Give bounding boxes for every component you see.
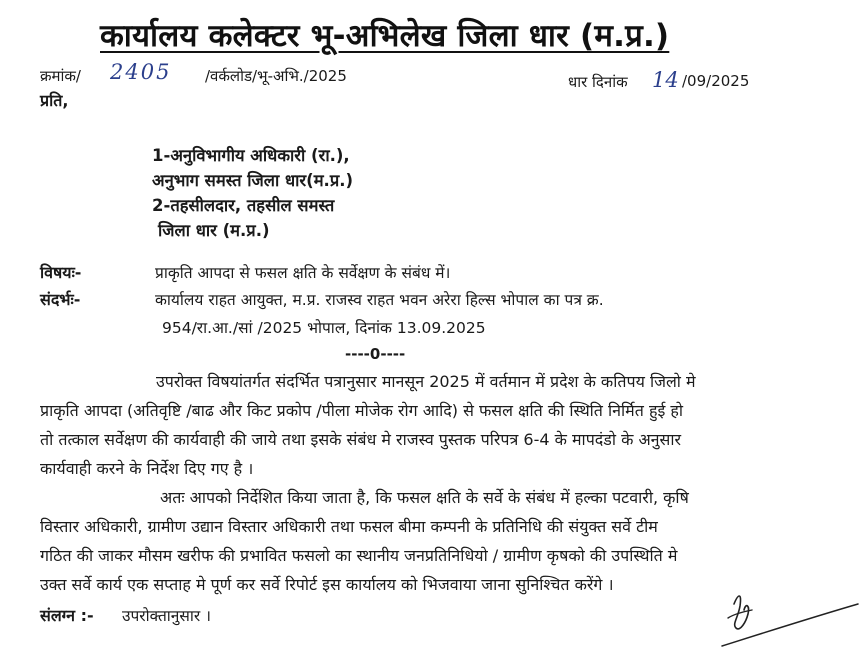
paragraph-line: उपरोक्त विषयांतर्गत संदर्भित पत्रानुसार मानसून 2025 में वर्तमान में प्रदेश के कतिपय जिलो मे	[156, 372, 696, 391]
kramank-suffix: /वर्कलोड/भू-अभि./2025	[205, 67, 347, 85]
date-label: धार दिनांक	[568, 73, 628, 91]
enclosure-label: संलग्न :-	[40, 606, 94, 625]
paragraph-line: विस्तार अधिकारी, ग्रामीण उद्यान विस्तार अधिकारी तथा फसल बीमा कम्पनी के प्रतिनिधि की संयुक्त सर्वे टीम	[40, 517, 658, 536]
enclosure-text: उपरोक्तानुसार ।	[122, 607, 212, 625]
reference-label: संदर्भः-	[40, 290, 81, 309]
subject-text: प्राकृति आपदा से फसल क्षति के सर्वेक्षण के संबंध में।	[155, 264, 451, 282]
subject-label: विषयः-	[40, 263, 82, 282]
addressee-line-1: 1-अनुविभागीय अधिकारी (रा.),	[152, 146, 350, 165]
kramank-number: 2405	[110, 60, 172, 84]
body-paragraph-1	[40, 367, 840, 483]
office-title: कार्यालय कलेक्टर भू-अभिलेख जिला धार (म.प्र.)	[100, 18, 670, 54]
addressee-line-2: अनुभाग समस्त जिला धार(म.प्र.)	[152, 171, 354, 190]
date-suffix: /09/2025	[682, 72, 750, 90]
paragraph-line: तो तत्काल सर्वेक्षण की कार्यवाही की जाये तथा इसके संबंध मे राजस्व पुस्तक परिपत्र 6-4 के मापदंडो के अनुसार	[40, 430, 682, 449]
paragraph-line: प्राकृति आपदा (अतिवृष्टि /बाढ और किट प्रकोप /पीला मोजेक रोग आदि) से फसल क्षति की स्थिति निर्मित हुई हो	[40, 401, 684, 420]
reference-line-2: 954/रा.आ./सां /2025 भोपाल, दिनांक 13.09.2025	[162, 319, 486, 337]
paragraph-line: अतः आपको निर्देशित किया जाता है, कि फसल क्षति के सर्वे के संबंध में हल्का पटवारी, कृषि	[160, 488, 689, 507]
addressee-line-3: 2-तहसीलदार, तहसील समस्त	[152, 196, 335, 215]
paragraph-line: कार्यवाही करने के निर्देश दिए गए है ।	[40, 459, 254, 478]
body-paragraph-2	[40, 483, 840, 599]
separator: ----0----	[345, 345, 406, 363]
paragraph-line: उक्त सर्वे कार्य एक सप्ताह मे पूर्ण कर सर्वे रिपोर्ट इस कार्यालय को भिजवाया जाना सुनिश्चित करेंगे ।	[40, 575, 614, 594]
date-day: 14	[652, 68, 679, 92]
prati-label: प्रति,	[40, 91, 69, 110]
paragraph-line: गठित की जाकर मौसम खरीफ की प्रभावित फसलो का स्थानीय जनप्रतिनिधियो / ग्रामीण कृषको की उपस्थिति मे	[40, 546, 678, 565]
signature	[720, 584, 860, 648]
reference-line-1: कार्यालय राहत आयुक्त, म.प्र. राजस्व राहत भवन अरेरा हिल्स भोपाल का पत्र क्र.	[155, 291, 604, 309]
kramank-label: क्रमांक/	[40, 67, 81, 85]
addressee-line-4: जिला धार (म.प्र.)	[158, 221, 270, 240]
